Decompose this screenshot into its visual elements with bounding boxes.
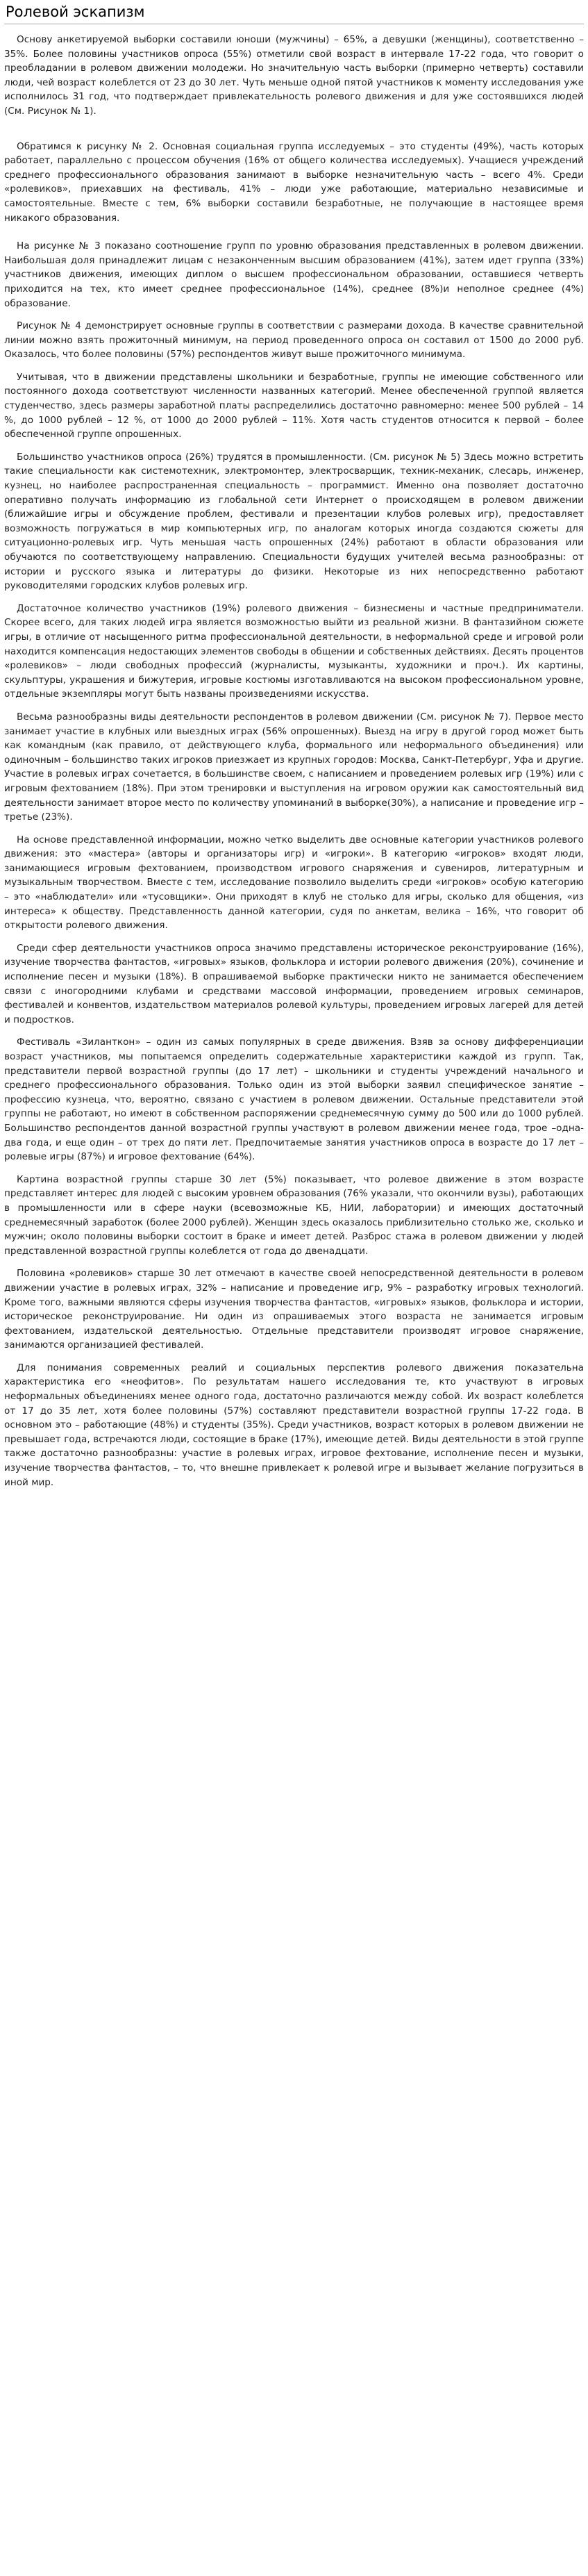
paragraph: Картина возрастной группы старше 30 лет (5%) показывает, что ролевое движение в этом возрасте представляет интерес для людей с высоким уровнем образования (76% указали, что окончили вузы), работающих в промышленности или в сфере науки (всевозможные КБ, НИИ, лаборатории) и имеющих достаточный среднемесячный заработок (более 2000 рублей). Женщин здесь оказалось приблизительно столько же, сколько и мужчин; около половины выборки состоит в браке и имеет детей. Разброс стажа в ролевом движении у людей представленной возрастной группы колеблется от года до двенадцати. bbox=[4, 1173, 584, 1257]
paragraph: На основе представленной информации, можно четко выделить две основные категории участников ролевого движения: это «мастера» (авторы и организаторы игр) и «игроки». В категорию «игроков» входят люди, занимающиеся игровым фехтованием, производством игрового снаряжения и сувениров, литературным и музыкальным творчеством. Вместе с тем, исследование позволило выделить среди «игроков» особую категорию – это «наблюдатели» или «тусовщики». Они приходят в клуб не столько для игры, сколько для общения, «из интереса» к обществу. Представленность данной категории, судя по анкетам, велика – 16%, что говорит об открытости ролевого движения. bbox=[4, 834, 584, 932]
paragraph: Половина «ролевиков» старше 30 лет отмечают в качестве своей непосредственной деятельности в ролевом движении участие в ролевых играх, 32% – написание и проведение игр, 9% – разработку игровых технологий. Кроме того, важными являются сферы изучения творчества фантастов, «игровых» языков, фольклора и истории, историческое реконструирование. Ни один из опрашиваемых этого возраста не занимается игровым фехтованием, издательской деятельностью. Отдельные представители производят игровое снаряжение, занимаются организацией фестивалей. bbox=[4, 1268, 584, 1351]
paragraph: Рисунок № 4 демонстрирует основные группы в соответствии с размерами дохода. В качестве сравнительной линии можно взять прожиточный минимум, на период проведенного опроса он составил от 1500 до 2000 руб. Оказалось, что более половины (57%) респондентов живут выше прожиточного минимума. bbox=[4, 320, 584, 361]
paragraph: Весьма разнообразны виды деятельности респондентов в ролевом движении (См. рисунок № 7). Первое место занимает участие в клубных или выездных играх (56% опрошенных). Выезд на игру в другой город может быть как командным (как правило, от действующего клуба, формального или неформального объединения) или одиночным – большинство таких игроков приезжает из крупных городов: Москва, Санкт-Петербург, Уфа и другие. Участие в ролевых играх сочетается, в большинстве своем, с написанием и проведением ролевых игр (19%) или с игровым фехтованием (18%). При этом тренировки и выступления на игровом оружии как самостоятельный вид деятельности занимает второе место по количеству упоминаний в выборке(30%), а написание и проведение игр – третье (23%). bbox=[4, 711, 584, 823]
paragraph: Среди сфер деятельности участников опроса значимо представлены историческое реконструирование (16%), изучение творчества фантастов, «игровых» языков, фольклора и истории ролевого движения (20%), сочинение и исполнение песен и музыки (18%). В опрашиваемой выборке практически никто не занимается обеспечением связи с иногородними клубами и средствами массовой информации, проведением игровых семинаров, фестивалей и конвентов, издательством материалов ролевой культуры, проведением игровых лагерей для детей и подростков. bbox=[4, 942, 584, 1025]
paragraph: Основу анкетируемой выборки составили юноши (мужчины) – 65%, а девушки (женщины), соответственно – 35%. Более половины участников опроса (55%) отметили свой возраст в интервале 17-22 года, что говорит о преобладании в ролевом движении молодежи. Но значительную часть выборки (примерно четверть) составили люди, чей возраст колеблется от 23 до 30 лет. Чуть меньше одной пятой участников к моменту исследования уже исполнилось 31 год, что подтверждает привлекательность ролевого движения и для уже состоявшихся людей (См. Рисунок № 1). bbox=[4, 34, 584, 117]
paragraph: Учитывая, что в движении представлены школьники и безработные, группы не имеющие собственного или постоянного дохода соответствуют численности названных категорий. Менее обеспеченной группой является студенчество, здесь размеры заработной платы распределились достаточно равномерно: менее 500 рублей – 14 %, до 1000 рублей – 12 %, от 1000 до 2000 рублей – 11%. Хотя часть студентов относится к первой – более обеспеченной группе опрошенных. bbox=[4, 371, 584, 440]
paragraph: На рисунке № 3 показано соотношение групп по уровню образования представленных в ролевом движении. Наибольшая доля принадлежит лицам с незаконченным высшим образованием (41%), затем идет группа (33%) участников движения, имеющих диплом о высшем профессиональном образовании, оставшиеся четверть приходится на тех, кто имеет среднее профессиональное (14%), среднее (8%)и неполное среднее (4%) образование. bbox=[4, 240, 584, 309]
paragraph: Фестиваль «Зиланткон» – один из самых популярных в среде движения. Взяв за основу дифференциации возраст участников, мы попытаемся определить содержательные характеристики каждой из групп. Так, представители первой возрастной группы (до 17 лет) – школьники и студенты учреждений начального и среднего профессионального образования. Только один из этой выборки заявил специфическое занятие – профессию кузнеца, что, вероятно, связано с участием в ролевом движении. Остальные представители этой группы не работают, но имеют в собственном распоряжении среднемесячную сумму до 500 или до 1000 рублей. Большинство респондентов данной возрастной группы участвуют в ролевом движении менее года, трое –одна-два года, и еще один – от трех до пяти лет. Предпочитаемые занятия участников опроса в возрасте до 17 лет – ролевые игры (87%) и игровое фехтование (64%). bbox=[4, 1037, 584, 1163]
paragraph: Для понимания современных реалий и социальных перспектив ролевого движения показательна характеристика его «неофитов». По результатам нашего исследования те, кто участвуют в игровых неформальных объединениях менее одного года, достаточно различаются между собой. Их возраст колеблется от 17 до 35 лет, хотя более половины (57%) составляют представители возрастной группы 17-22 года. В основном это – работающие (48%) и студенты (35%). Среди участников, возраст которых в ролевом движении не превышает года, встречаются люди, состоящие в браке (17%), имеющие детей. Виды деятельности в этой группе также достаточно разнообразны: участие в ролевых играх, игровое фехтование, исполнение песен и музыки, изучение творчества фантастов, – то, что внешне привлекает к ролевой игре и вызывает желание погрузиться в иной мир. bbox=[4, 1362, 584, 1488]
article-body bbox=[4, 33, 584, 1489]
paragraph: Достаточное количество участников (19%) ролевого движения – бизнесмены и частные предприниматели. Скорее всего, для таких людей игра является возможностью выйти из реальной жизни. В фантазийном сюжете игры, в отличие от насыщенного ритма профессиональной деятельности, в неформальной среде и игровой роли находится компенсация недостающих элементов свободы в общении и собственных действиях. Десять процентов «ролевиков» – люди свободных профессий (журналисты, музыканты, художники и проч.). Их картины, скульптуры, украшения и бижутерия, игровые костюмы изготавливаются на высоком профессиональном уровне, отдельные экземпляры могут быть названы произведениями искусства. bbox=[4, 602, 584, 700]
paragraph: Обратимся к рисунку № 2. Основная социальная группа исследуемых – это студенты (49%), часть которых работает, параллельно с процессом обучения (16% от общего количества исследуемых). Учащиеся учреждений среднего профессионального образования занимают в выборке незначительную часть – всего 4%. Среди «ролевиков», приехавших на фестиваль, 41% – люди уже работающие, материально независимые и самостоятельные. Вместе с тем, 6% выборки составили безработные, не получающие в настоящее время никакого образования. bbox=[4, 140, 584, 224]
page-title: Ролевой эскапизм bbox=[4, 0, 584, 24]
paragraph: Большинство участников опроса (26%) трудятся в промышленности. (См. рисунок № 5) Здесь можно встретить такие специальности как системотехник, электромонтер, электросварщик, техник-механик, слесарь, инженер, кузнец, но наиболее распространенная специальность – программист. Именно она позволяет достаточно оперативно получать информацию из глобальной сети Интернет о происходящем в ролевом движении (ближайшие игры и обсуждение проблем, фестивали и презентации клубов ролевых игр), предоставляет возможность погружаться в мир компьютерных игр, по аналогам которых иногда создаются сюжеты для ситуационно-ролевых игр. Чуть меньшая часть опрошенных (24%) работают в области образования или обучаются по соответствующему направлению. Специальности будущих учителей весьма разнообразны: от истории и русского языка и литературы до физики. Некоторые из них непосредственно работают руководителями городских клубов ролевых игр. bbox=[4, 451, 584, 592]
